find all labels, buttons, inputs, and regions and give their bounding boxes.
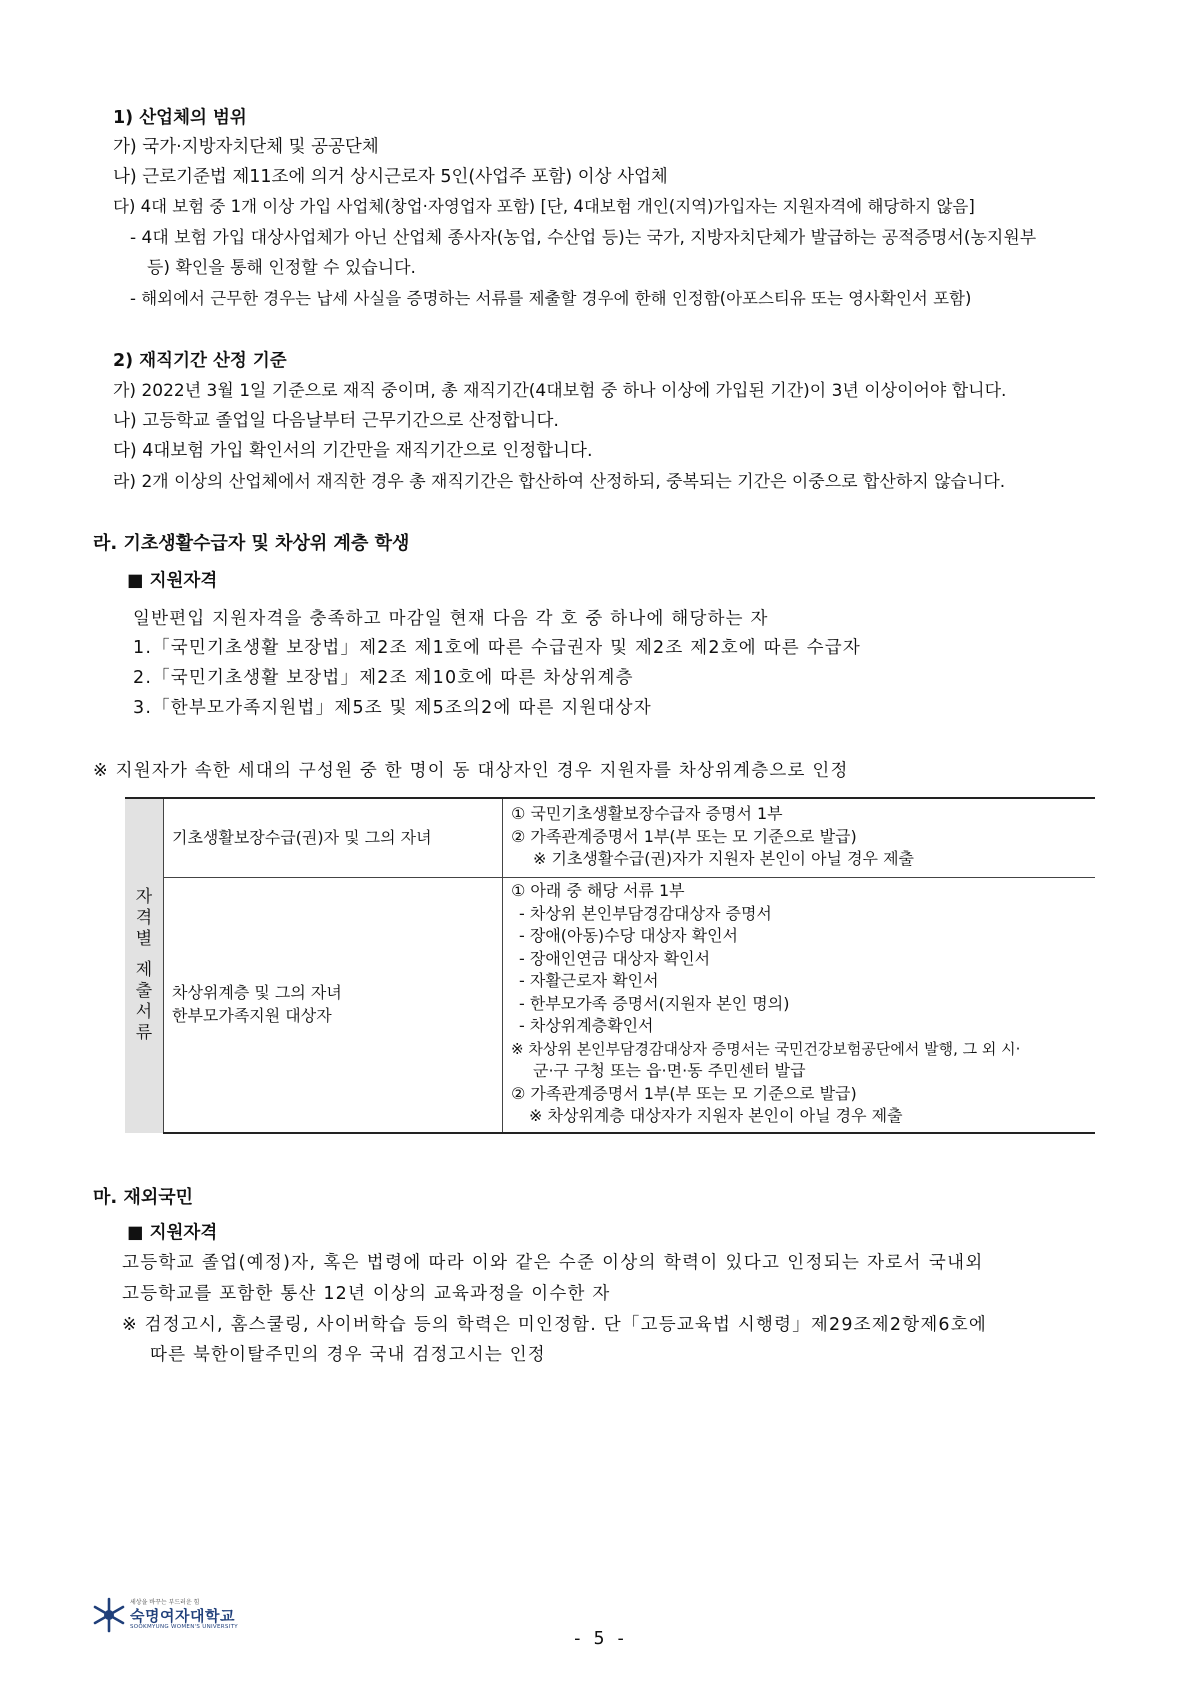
overseas-note-line-1: ※ 검정고시, 홈스쿨링, 사이버학습 등의 학력은 미인정함. 단「고등교육법 시행령」제29조제2항제6호에 [122, 1315, 987, 1335]
overseas-qual-line-2: 고등학교를 포함한 통산 12년 이상의 교육과정을 이수한 자 [122, 1284, 611, 1304]
category-cell [164, 798, 503, 878]
document-item: ① 아래 중 해당 서류 1부 [511, 881, 685, 900]
household-note: ※ 지원자가 속한 세대의 구성원 중 한 명이 동 대상자인 경우 지원자를 차상위계층으로 인정 [93, 761, 849, 781]
side-header-char: 격 [135, 908, 153, 929]
qualification-item-1: 1.「국민기초생활 보장법」제2조 제1호에 따른 수급권자 및 제2조 제2호에 따른 수급자 [133, 638, 861, 658]
industry-item-ga: 가) 국가·지방자치단체 및 공공단체 [113, 137, 379, 157]
tenure-item-na: 나) 고등학교 졸업일 다음날부터 근무기간으로 산정합니다. [113, 411, 559, 431]
category-label: 한부모가족지원 대상자 [172, 1005, 332, 1025]
logo-tagline: 세상을 바꾸는 부드러운 힘 [130, 1599, 200, 1606]
document-item: - 차상위계층확인서 [519, 1016, 654, 1035]
category-cell [164, 878, 503, 1133]
document-item: - 차상위 본인부담경감대상자 증명서 [519, 903, 772, 923]
side-header-char: 출 [135, 981, 153, 1002]
document-note: ※ 차상위계층 대상자가 지원자 본인이 아닐 경우 제출 [529, 1106, 903, 1125]
overseas-qualification-heading: ■ 지원자격 [127, 1223, 218, 1243]
documents-cell [503, 798, 1096, 878]
section-title-tenure: 2) 재직기간 산정 기준 [113, 351, 287, 371]
overseas-note-line-2: 따른 북한이탈주민의 경우 국내 검정고시는 인정 [150, 1345, 546, 1365]
industry-note-1: - 4대 보험 가입 대상사업체가 아닌 산업체 종사자(농업, 수산업 등)는 국가, 지방자치단체가 발급하는 공적증명서(농지원부 [130, 228, 1037, 248]
industry-item-da: 다) 4대 보험 중 1개 이상 가입 사업체(창업·자영업자 포함) [단, 4대보험 개인(지역)가입자는 지원자격에 해당하지 않음] [113, 197, 975, 216]
qualification-item-3: 3.「한부모가족지원법」제5조 및 제5조의2에 따른 지원대상자 [133, 698, 652, 718]
document-note: ※ 기초생활수급(권)자가 지원자 본인이 아닐 경우 제출 [533, 849, 914, 869]
document-item: ② 가족관계증명서 1부(부 또는 모 기준으로 발급) [511, 826, 857, 846]
logo-english-name: SOOKMYUNG WOMEN'S UNIVERSITY [130, 1624, 238, 1630]
side-header-char: 자 [135, 887, 153, 908]
logo-name: 숙명여자대학교 [130, 1607, 235, 1625]
documents-side-header [125, 798, 164, 1133]
side-header-char: 제 [135, 960, 153, 981]
side-header-char: 류 [135, 1023, 153, 1044]
side-header-char: 서 [135, 1002, 153, 1023]
tenure-item-da: 다) 4대보험 가입 확인서의 기간만을 재직기간으로 인정합니다. [113, 441, 593, 461]
document-note: 군·구 구청 또는 읍·면·동 주민센터 발급 [533, 1061, 806, 1080]
page-number: - 5 - [571, 1628, 627, 1649]
document-item: ① 국민기초생활보장수급자 증명서 1부 [511, 804, 783, 824]
qualification-item-2: 2.「국민기초생활 보장법」제2조 제10호에 따른 차상위계층 [133, 668, 634, 688]
section-title-basic-livelihood: 라. 기초생활수급자 및 차상위 계층 학생 [93, 533, 410, 554]
required-documents-table [125, 797, 1095, 1134]
table-row [125, 798, 1095, 878]
industry-note-1-cont: 등) 확인을 통해 인정할 수 있습니다. [147, 258, 416, 278]
industry-note-2: - 해외에서 근무한 경우는 납세 사실을 증명하는 서류를 제출할 경우에 한해 인정함(아포스티유 또는 영사확인서 포함) [130, 289, 972, 308]
category-label: 차상위계층 및 그의 자녀 [172, 983, 342, 1003]
section-title-industry-scope: 1) 산업체의 범위 [113, 108, 247, 128]
side-header-char: 별 [135, 929, 153, 950]
section-title-overseas-koreans: 마. 재외국민 [93, 1187, 194, 1208]
overseas-qual-line-1: 고등학교 졸업(예정)자, 혹은 법령에 따라 이와 같은 수준 이상의 학력이 있다고 인정되는 자로서 국내외 [122, 1253, 984, 1273]
category-label: 기초생활보장수급(권)자 및 그의 자녀 [172, 827, 432, 847]
document-item: - 장애인연금 대상자 확인서 [519, 948, 711, 968]
documents-cell [503, 878, 1096, 1133]
industry-item-na: 나) 근로기준법 제11조에 의거 상시근로자 5인(사업주 포함) 이상 사업체 [113, 167, 668, 187]
document-item: - 한부모가족 증명서(지원자 본인 명의) [519, 993, 790, 1013]
qualification-heading: ■ 지원자격 [127, 571, 218, 591]
table-row [125, 878, 1095, 1133]
tenure-item-ra: 라) 2개 이상의 산업체에서 재직한 경우 총 재직기간은 합산하여 산정하되, 중복되는 기간은 이중으로 합산하지 않습니다. [113, 472, 1006, 492]
document-item: - 자활근로자 확인서 [519, 971, 659, 990]
qualification-intro: 일반편입 지원자격을 충족하고 마감일 현재 다음 각 호 중 하나에 해당하는 자 [133, 609, 769, 629]
document-item: ② 가족관계증명서 1부(부 또는 모 기준으로 발급) [511, 1083, 857, 1103]
tenure-item-ga: 가) 2022년 3월 1일 기준으로 재직 중이며, 총 재직기간(4대보험 중 하나 이상에 가입된 기간)이 3년 이상이어야 합니다. [113, 381, 1007, 401]
document-note: ※ 차상위 본인부담경감대상자 증명서는 국민건강보험공단에서 발행, 그 외 시· [511, 1039, 1021, 1058]
document-item: - 장애(아동)수당 대상자 확인서 [519, 926, 738, 945]
